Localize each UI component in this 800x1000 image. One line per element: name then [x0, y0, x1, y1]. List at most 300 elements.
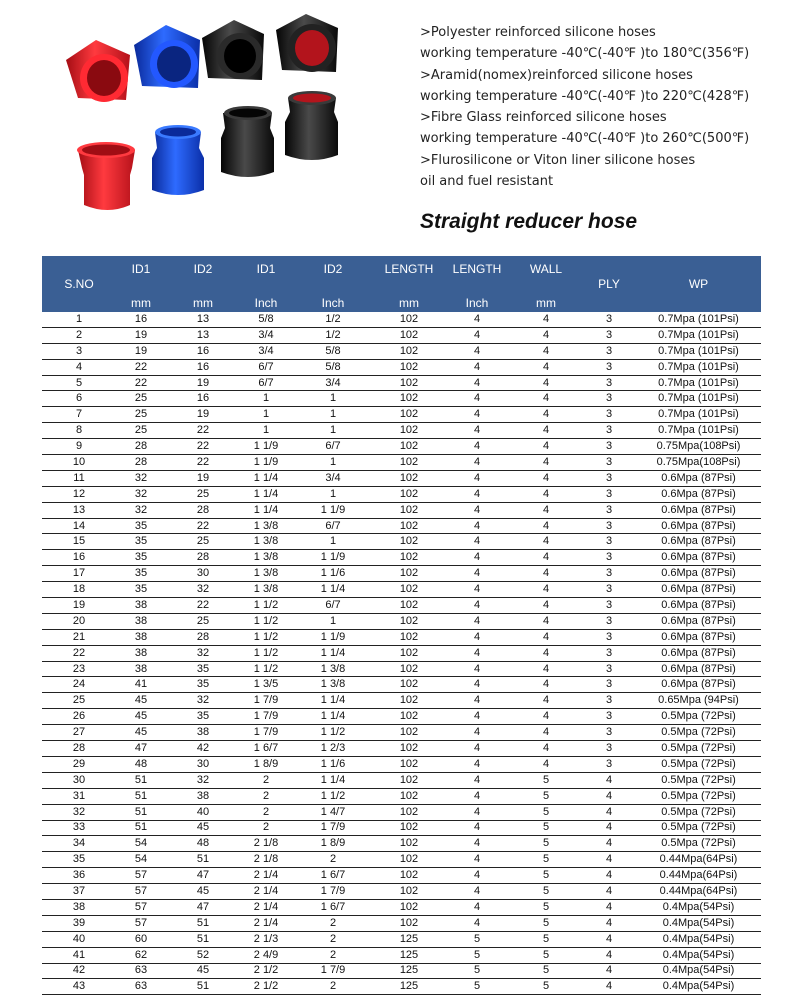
table-cell: 4 [444, 407, 510, 423]
table-cell: 19 [116, 343, 166, 359]
blue-hose-lying [134, 25, 200, 88]
table-cell: 22 [166, 598, 240, 614]
table-cell: 25 [116, 391, 166, 407]
table-cell: 2 1/2 [240, 979, 292, 995]
table-cell: 1 [292, 613, 374, 629]
table-cell: 0.7Mpa (101Psi) [636, 391, 761, 407]
table-cell: 22 [166, 518, 240, 534]
table-cell: 51 [166, 931, 240, 947]
table-cell: 30 [166, 756, 240, 772]
table-cell: 3 [582, 629, 636, 645]
table-cell: 2 [292, 852, 374, 868]
table-cell: 38 [116, 613, 166, 629]
table-cell: 1 [292, 486, 374, 502]
table-cell: 0.6Mpa (87Psi) [636, 470, 761, 486]
table-cell: 16 [166, 343, 240, 359]
table-cell: 16 [166, 391, 240, 407]
table-cell: 2 [292, 915, 374, 931]
table-cell: 9 [42, 439, 116, 455]
table-cell: 3 [582, 518, 636, 534]
table-cell: 4 [510, 343, 582, 359]
table-cell: 1 7/9 [240, 693, 292, 709]
unit-label: mm [510, 282, 582, 312]
table-cell: 29 [42, 756, 116, 772]
table-cell: 5 [510, 884, 582, 900]
table-row [42, 375, 761, 391]
table-body [42, 312, 761, 995]
table-cell: 33 [42, 820, 116, 836]
black-hose-lying [202, 20, 264, 80]
table-cell: 1 1/6 [292, 756, 374, 772]
table-cell: 4 [582, 931, 636, 947]
table-cell: 0.75Mpa(108Psi) [636, 455, 761, 471]
table-cell: 2 [240, 804, 292, 820]
table-cell: 0.5Mpa (72Psi) [636, 741, 761, 757]
table-cell: 1 [240, 391, 292, 407]
table-cell: 4 [510, 613, 582, 629]
table-cell: 1 1/4 [240, 486, 292, 502]
desc-line: >Flurosilicone or Viton liner silicone hoses [420, 152, 696, 168]
table-cell: 4 [444, 884, 510, 900]
table-cell: 102 [374, 566, 444, 582]
table-cell: 2 1/2 [240, 963, 292, 979]
table-cell: 38 [116, 645, 166, 661]
table-cell: 2 1/4 [240, 868, 292, 884]
table-cell: 4 [444, 502, 510, 518]
table-cell: 23 [42, 661, 116, 677]
table-row [42, 788, 761, 804]
table-cell: 102 [374, 661, 444, 677]
table-cell: 3 [582, 486, 636, 502]
table-cell: 1 [292, 391, 374, 407]
black-hose-standing [221, 106, 274, 177]
table-cell: 51 [116, 804, 166, 820]
table-cell: 51 [116, 788, 166, 804]
table-cell: 1 3/5 [240, 677, 292, 693]
table-cell: 1 1/4 [292, 582, 374, 598]
table-cell: 3 [582, 455, 636, 471]
table-cell: 1 4/7 [292, 804, 374, 820]
table-cell: 102 [374, 915, 444, 931]
table-cell: 1 [292, 423, 374, 439]
table-cell: 16 [42, 550, 116, 566]
table-cell: 4 [510, 439, 582, 455]
table-cell: 102 [374, 582, 444, 598]
table-cell: 63 [116, 963, 166, 979]
table-row [42, 455, 761, 471]
table-cell: 2 [240, 820, 292, 836]
table-cell: 14 [42, 518, 116, 534]
table-cell: 102 [374, 709, 444, 725]
desc-line: oil and fuel resistant [420, 174, 554, 190]
table-cell: 102 [374, 439, 444, 455]
table-cell: 3 [582, 343, 636, 359]
table-cell: 1 [292, 407, 374, 423]
table-row [42, 741, 761, 757]
table-cell: 43 [42, 979, 116, 995]
table-cell: 3/4 [292, 375, 374, 391]
table-cell: 8 [42, 423, 116, 439]
table-cell: 3 [582, 725, 636, 741]
table-cell: 45 [116, 693, 166, 709]
table-cell: 45 [116, 725, 166, 741]
desc-line: >Fibre Glass reinforced silicone hoses [420, 110, 667, 126]
table-row [42, 312, 761, 327]
table-cell: 4 [510, 709, 582, 725]
header-id2-mm: ID2 [166, 256, 240, 282]
table-row [42, 963, 761, 979]
table-cell: 1 6/7 [292, 899, 374, 915]
table-cell: 28 [42, 741, 116, 757]
table-cell: 42 [166, 741, 240, 757]
spec-table [42, 256, 761, 995]
table-cell: 22 [42, 645, 116, 661]
table-cell: 35 [116, 550, 166, 566]
table-cell: 102 [374, 407, 444, 423]
table-cell: 1 3/8 [292, 661, 374, 677]
table-cell: 51 [116, 820, 166, 836]
table-cell: 4 [510, 470, 582, 486]
table-cell: 63 [116, 979, 166, 995]
table-cell: 5/8 [292, 359, 374, 375]
table-cell: 20 [42, 613, 116, 629]
table-cell: 1 7/9 [292, 963, 374, 979]
table-cell: 19 [166, 407, 240, 423]
table-cell: 32 [166, 582, 240, 598]
table-cell: 3 [582, 502, 636, 518]
table-cell: 5 [510, 804, 582, 820]
table-cell: 5 [510, 979, 582, 995]
header-wp: WP [636, 256, 761, 312]
table-cell: 16 [166, 359, 240, 375]
table-cell: 3 [582, 709, 636, 725]
table-cell: 10 [42, 455, 116, 471]
table-cell: 51 [116, 772, 166, 788]
table-cell: 21 [42, 629, 116, 645]
table-cell: 102 [374, 884, 444, 900]
table-row [42, 725, 761, 741]
table-cell: 1 [292, 455, 374, 471]
table-cell: 0.7Mpa (101Psi) [636, 327, 761, 343]
header-length-mm: LENGTH [374, 256, 444, 282]
table-cell: 1 3/8 [240, 534, 292, 550]
table-cell: 102 [374, 836, 444, 852]
table-row [42, 852, 761, 868]
table-cell: 4 [444, 645, 510, 661]
table-cell: 4 [510, 534, 582, 550]
table-cell: 5 [444, 979, 510, 995]
table-cell: 1 7/9 [292, 820, 374, 836]
table-row [42, 439, 761, 455]
table-cell: 28 [166, 550, 240, 566]
table-cell: 40 [166, 804, 240, 820]
table-cell: 0.5Mpa (72Psi) [636, 725, 761, 741]
table-cell: 4 [510, 518, 582, 534]
table-cell: 5 [444, 931, 510, 947]
table-cell: 2 1/4 [240, 899, 292, 915]
table-row [42, 582, 761, 598]
table-cell: 0.4Mpa(54Psi) [636, 963, 761, 979]
unit-label: Inch [444, 282, 510, 312]
table-cell: 2 [292, 979, 374, 995]
table-cell: 3 [582, 566, 636, 582]
table-row [42, 486, 761, 502]
table-cell: 2 [240, 772, 292, 788]
table-row [42, 502, 761, 518]
table-cell: 4 [510, 423, 582, 439]
table-cell: 102 [374, 645, 444, 661]
material-description [420, 22, 790, 192]
black-red-hose-standing [285, 91, 338, 160]
table-cell: 2 [240, 788, 292, 804]
table-cell: 1 [292, 534, 374, 550]
table-cell: 0.7Mpa (101Psi) [636, 375, 761, 391]
table-cell: 2 1/8 [240, 852, 292, 868]
table-row [42, 884, 761, 900]
table-cell: 45 [166, 820, 240, 836]
table-cell: 102 [374, 629, 444, 645]
table-cell: 1 1/2 [292, 725, 374, 741]
table-row [42, 629, 761, 645]
header-id1-mm: ID1 [116, 256, 166, 282]
table-cell: 0.6Mpa (87Psi) [636, 661, 761, 677]
table-row [42, 915, 761, 931]
table-row [42, 598, 761, 614]
table-cell: 38 [166, 725, 240, 741]
table-cell: 4 [510, 677, 582, 693]
table-cell: 4 [510, 359, 582, 375]
table-cell: 0.6Mpa (87Psi) [636, 677, 761, 693]
table-cell: 3 [582, 391, 636, 407]
table-cell: 25 [116, 423, 166, 439]
desc-line: working temperature -40℃(-40℉ )to 220℃(428℉) [420, 88, 750, 104]
table-cell: 32 [166, 645, 240, 661]
table-cell: 4 [444, 820, 510, 836]
table-cell: 2 [292, 931, 374, 947]
table-cell: 1 1/2 [240, 613, 292, 629]
table-cell: 0.5Mpa (72Psi) [636, 820, 761, 836]
table-cell: 6/7 [292, 518, 374, 534]
table-cell: 2 [292, 947, 374, 963]
table-cell: 4 [510, 550, 582, 566]
table-cell: 32 [166, 772, 240, 788]
table-cell: 4 [444, 439, 510, 455]
table-cell: 102 [374, 534, 444, 550]
table-cell: 4 [582, 804, 636, 820]
table-cell: 4 [444, 915, 510, 931]
table-cell: 0.7Mpa (101Psi) [636, 407, 761, 423]
table-cell: 5/8 [292, 343, 374, 359]
table-cell: 4 [444, 582, 510, 598]
table-cell: 4 [444, 836, 510, 852]
table-cell: 13 [166, 327, 240, 343]
table-cell: 4 [510, 455, 582, 471]
table-cell: 5 [444, 963, 510, 979]
table-cell: 3 [582, 327, 636, 343]
table-row [42, 947, 761, 963]
table-row [42, 359, 761, 375]
table-cell: 4 [444, 518, 510, 534]
table-cell: 1 7/9 [240, 709, 292, 725]
table-cell: 4 [444, 312, 510, 327]
table-cell: 0.44Mpa(64Psi) [636, 868, 761, 884]
table-cell: 5 [510, 868, 582, 884]
table-cell: 0.4Mpa(54Psi) [636, 915, 761, 931]
table-cell: 35 [116, 518, 166, 534]
table-cell: 1 3/8 [240, 518, 292, 534]
table-row [42, 343, 761, 359]
table-cell: 3 [582, 439, 636, 455]
table-cell: 19 [166, 375, 240, 391]
table-row [42, 423, 761, 439]
table-cell: 0.44Mpa(64Psi) [636, 884, 761, 900]
table-cell: 4 [444, 899, 510, 915]
table-cell: 1 1/4 [240, 470, 292, 486]
table-cell: 62 [116, 947, 166, 963]
table-cell: 32 [116, 470, 166, 486]
table-cell: 4 [510, 661, 582, 677]
table-cell: 1 7/9 [240, 725, 292, 741]
desc-line: working temperature -40℃(-40℉ )to 180℃(356℉) [420, 46, 750, 62]
table-cell: 5 [42, 375, 116, 391]
table-cell: 1 8/9 [292, 836, 374, 852]
table-cell: 4 [510, 725, 582, 741]
table-cell: 0.6Mpa (87Psi) [636, 645, 761, 661]
table-cell: 32 [42, 804, 116, 820]
header-length-inch: LENGTH [444, 256, 510, 282]
table-cell: 28 [116, 455, 166, 471]
table-cell: 3 [582, 756, 636, 772]
table-cell: 4 [444, 375, 510, 391]
table-cell: 4 [510, 407, 582, 423]
table-cell: 38 [116, 598, 166, 614]
table-cell: 1 1/2 [240, 645, 292, 661]
table-cell: 1 1/2 [292, 788, 374, 804]
table-cell: 40 [42, 931, 116, 947]
table-cell: 6/7 [240, 359, 292, 375]
table-cell: 2 1/4 [240, 915, 292, 931]
table-cell: 4 [510, 486, 582, 502]
table-cell: 5 [510, 836, 582, 852]
table-row [42, 868, 761, 884]
table-cell: 102 [374, 518, 444, 534]
table-cell: 22 [166, 439, 240, 455]
table-cell: 0.6Mpa (87Psi) [636, 550, 761, 566]
table-cell: 1 2/3 [292, 741, 374, 757]
table-cell: 102 [374, 423, 444, 439]
unit-label: mm [116, 282, 166, 312]
table-cell: 102 [374, 486, 444, 502]
table-cell: 4 [510, 629, 582, 645]
table-cell: 102 [374, 550, 444, 566]
header-sno: S.NO [42, 256, 116, 312]
table-cell: 4 [582, 915, 636, 931]
table-cell: 51 [166, 852, 240, 868]
table-row [42, 804, 761, 820]
table-cell: 1 1/4 [292, 693, 374, 709]
table-cell: 38 [116, 629, 166, 645]
table-cell: 41 [116, 677, 166, 693]
red-hose-standing [77, 142, 135, 210]
table-cell: 4 [444, 343, 510, 359]
table-cell: 39 [42, 915, 116, 931]
table-cell: 0.65Mpa (94Psi) [636, 693, 761, 709]
table-cell: 1 1/9 [240, 455, 292, 471]
table-cell: 3 [582, 550, 636, 566]
table-cell: 5 [510, 899, 582, 915]
table-cell: 6/7 [292, 598, 374, 614]
table-cell: 0.6Mpa (87Psi) [636, 502, 761, 518]
table-cell: 41 [42, 947, 116, 963]
table-cell: 1 3/8 [240, 582, 292, 598]
table-cell: 47 [116, 741, 166, 757]
table-cell: 102 [374, 899, 444, 915]
table-cell: 3 [582, 613, 636, 629]
table-cell: 1 1/9 [292, 502, 374, 518]
table-row [42, 327, 761, 343]
table-cell: 4 [582, 852, 636, 868]
table-row [42, 756, 761, 772]
table-cell: 4 [582, 947, 636, 963]
table-cell: 31 [42, 788, 116, 804]
table-cell: 35 [166, 661, 240, 677]
table-cell: 4 [444, 359, 510, 375]
table-cell: 4 [444, 677, 510, 693]
table-row [42, 391, 761, 407]
table-cell: 32 [116, 486, 166, 502]
table-cell: 51 [166, 979, 240, 995]
table-cell: 4 [444, 868, 510, 884]
table-cell: 47 [166, 899, 240, 915]
table-cell: 1 6/7 [240, 741, 292, 757]
table-cell: 17 [42, 566, 116, 582]
table-cell: 19 [42, 598, 116, 614]
table-cell: 4 [582, 963, 636, 979]
table-cell: 5 [510, 931, 582, 947]
table-cell: 2 1/4 [240, 884, 292, 900]
table-cell: 1 3/8 [292, 677, 374, 693]
table-cell: 6 [42, 391, 116, 407]
table-cell: 0.6Mpa (87Psi) [636, 486, 761, 502]
table-cell: 0.5Mpa (72Psi) [636, 788, 761, 804]
table-cell: 18 [42, 582, 116, 598]
table-cell: 1 1/4 [240, 502, 292, 518]
table-cell: 12 [42, 486, 116, 502]
table-cell: 0.4Mpa(54Psi) [636, 947, 761, 963]
table-cell: 54 [116, 836, 166, 852]
table-cell: 0.7Mpa (101Psi) [636, 312, 761, 327]
table-cell: 6/7 [292, 439, 374, 455]
table-cell: 102 [374, 327, 444, 343]
table-cell: 4 [444, 852, 510, 868]
table-cell: 1 1/6 [292, 566, 374, 582]
table-cell: 0.4Mpa(54Psi) [636, 979, 761, 995]
table-cell: 4 [582, 820, 636, 836]
table-row [42, 709, 761, 725]
table-cell: 32 [166, 693, 240, 709]
table-cell: 45 [166, 884, 240, 900]
table-cell: 5 [510, 915, 582, 931]
table-cell: 4 [582, 836, 636, 852]
header-id1-inch: ID1 [240, 256, 292, 282]
page-title: Straight reducer hose [420, 210, 638, 233]
table-cell: 4 [582, 979, 636, 995]
table-cell: 5 [510, 772, 582, 788]
table-cell: 4 [582, 884, 636, 900]
table-cell: 0.7Mpa (101Psi) [636, 343, 761, 359]
table-cell: 2 4/9 [240, 947, 292, 963]
table-row [42, 550, 761, 566]
